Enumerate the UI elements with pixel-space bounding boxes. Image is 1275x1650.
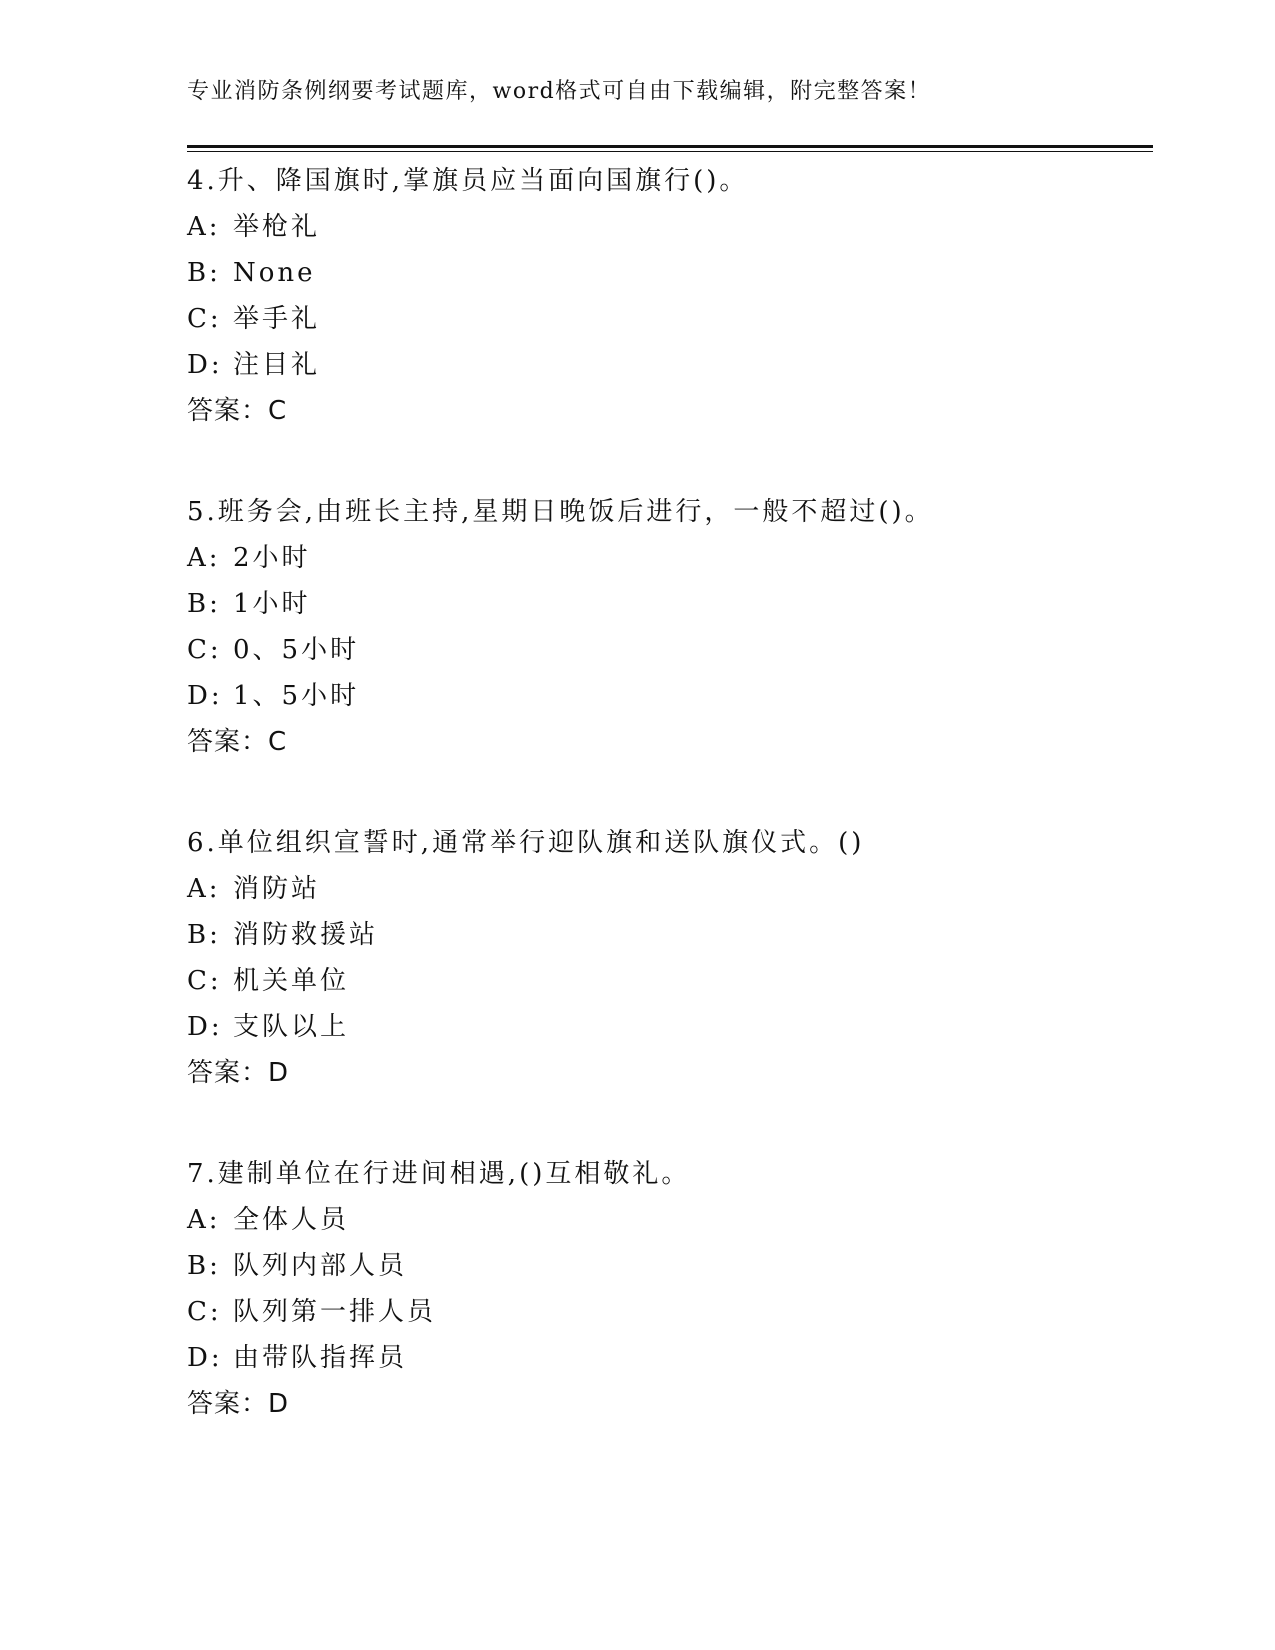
option-letter: D: <box>187 1012 223 1042</box>
option-b <box>187 1243 1153 1289</box>
option-letter: A: <box>187 874 221 904</box>
option-text: 全体人员 <box>233 1205 350 1235</box>
option-d <box>187 1004 1153 1050</box>
option-b <box>187 250 1153 296</box>
option-text: 队列第一排人员 <box>233 1297 437 1327</box>
answer-line: 答案：D <box>187 1058 290 1088</box>
option-letter: C: <box>187 635 222 665</box>
option-letter: B: <box>187 920 221 950</box>
option-text: 消防救援站 <box>233 920 379 950</box>
option-letter: A: <box>187 543 221 573</box>
option-letter: B: <box>187 589 221 619</box>
option-text: 队列内部人员 <box>233 1251 408 1281</box>
option-letter: C: <box>187 966 222 996</box>
option-letter: C: <box>187 1297 222 1327</box>
question-stem: 7.建制单位在行进间相遇,()互相敬礼。 <box>187 1159 691 1189</box>
option-text: 支队以上 <box>233 1012 350 1042</box>
option-c <box>187 1289 1153 1335</box>
option-d <box>187 342 1153 388</box>
question-stem: 6.单位组织宣誓时,通常举行迎队旗和送队旗仪式。() <box>187 828 865 858</box>
question-5 <box>187 489 1153 765</box>
option-d <box>187 1335 1153 1381</box>
option-a <box>187 535 1153 581</box>
option-c <box>187 958 1153 1004</box>
option-text: 机关单位 <box>233 966 350 996</box>
option-text: 消防站 <box>233 874 321 904</box>
option-b <box>187 912 1153 958</box>
option-c <box>187 627 1153 673</box>
option-d <box>187 673 1153 719</box>
question-7 <box>187 1151 1153 1427</box>
option-c <box>187 296 1153 342</box>
question-stem: 4.升、降国旗时,掌旗员应当面向国旗行()。 <box>187 166 749 196</box>
option-letter: B: <box>187 1251 221 1281</box>
option-a <box>187 1197 1153 1243</box>
answer-line: 答案：C <box>187 396 288 426</box>
option-letter: A: <box>187 212 221 242</box>
question-6 <box>187 820 1153 1096</box>
document-header: 专业消防条例纲要考试题库，word格式可自由下载编辑，附完整答案！ <box>187 79 932 104</box>
option-a <box>187 866 1153 912</box>
option-letter: C: <box>187 304 222 334</box>
question-4 <box>187 158 1153 434</box>
answer-line: 答案：C <box>187 727 288 757</box>
option-text: None <box>233 258 316 288</box>
option-text: 举手礼 <box>233 304 321 334</box>
option-b <box>187 581 1153 627</box>
option-text: 2小时 <box>233 543 311 573</box>
option-letter: A: <box>187 1205 221 1235</box>
option-letter: D: <box>187 1343 223 1373</box>
option-letter: D: <box>187 350 223 380</box>
option-text: 0、5小时 <box>233 635 360 665</box>
answer-line: 答案：D <box>187 1389 290 1419</box>
option-a <box>187 204 1153 250</box>
option-text: 由带队指挥员 <box>233 1343 408 1373</box>
option-text: 举枪礼 <box>233 212 321 242</box>
option-letter: D: <box>187 681 223 711</box>
option-text: 注目礼 <box>233 350 321 380</box>
option-text: 1、5小时 <box>233 681 360 711</box>
option-text: 1小时 <box>233 589 311 619</box>
option-letter: B: <box>187 258 221 288</box>
question-list <box>187 158 1153 1482</box>
header-rule-thin <box>187 151 1153 152</box>
question-stem: 5.班务会,由班长主持,星期日晚饭后进行，一般不超过()。 <box>187 497 934 527</box>
header-rule-thick <box>187 145 1153 148</box>
